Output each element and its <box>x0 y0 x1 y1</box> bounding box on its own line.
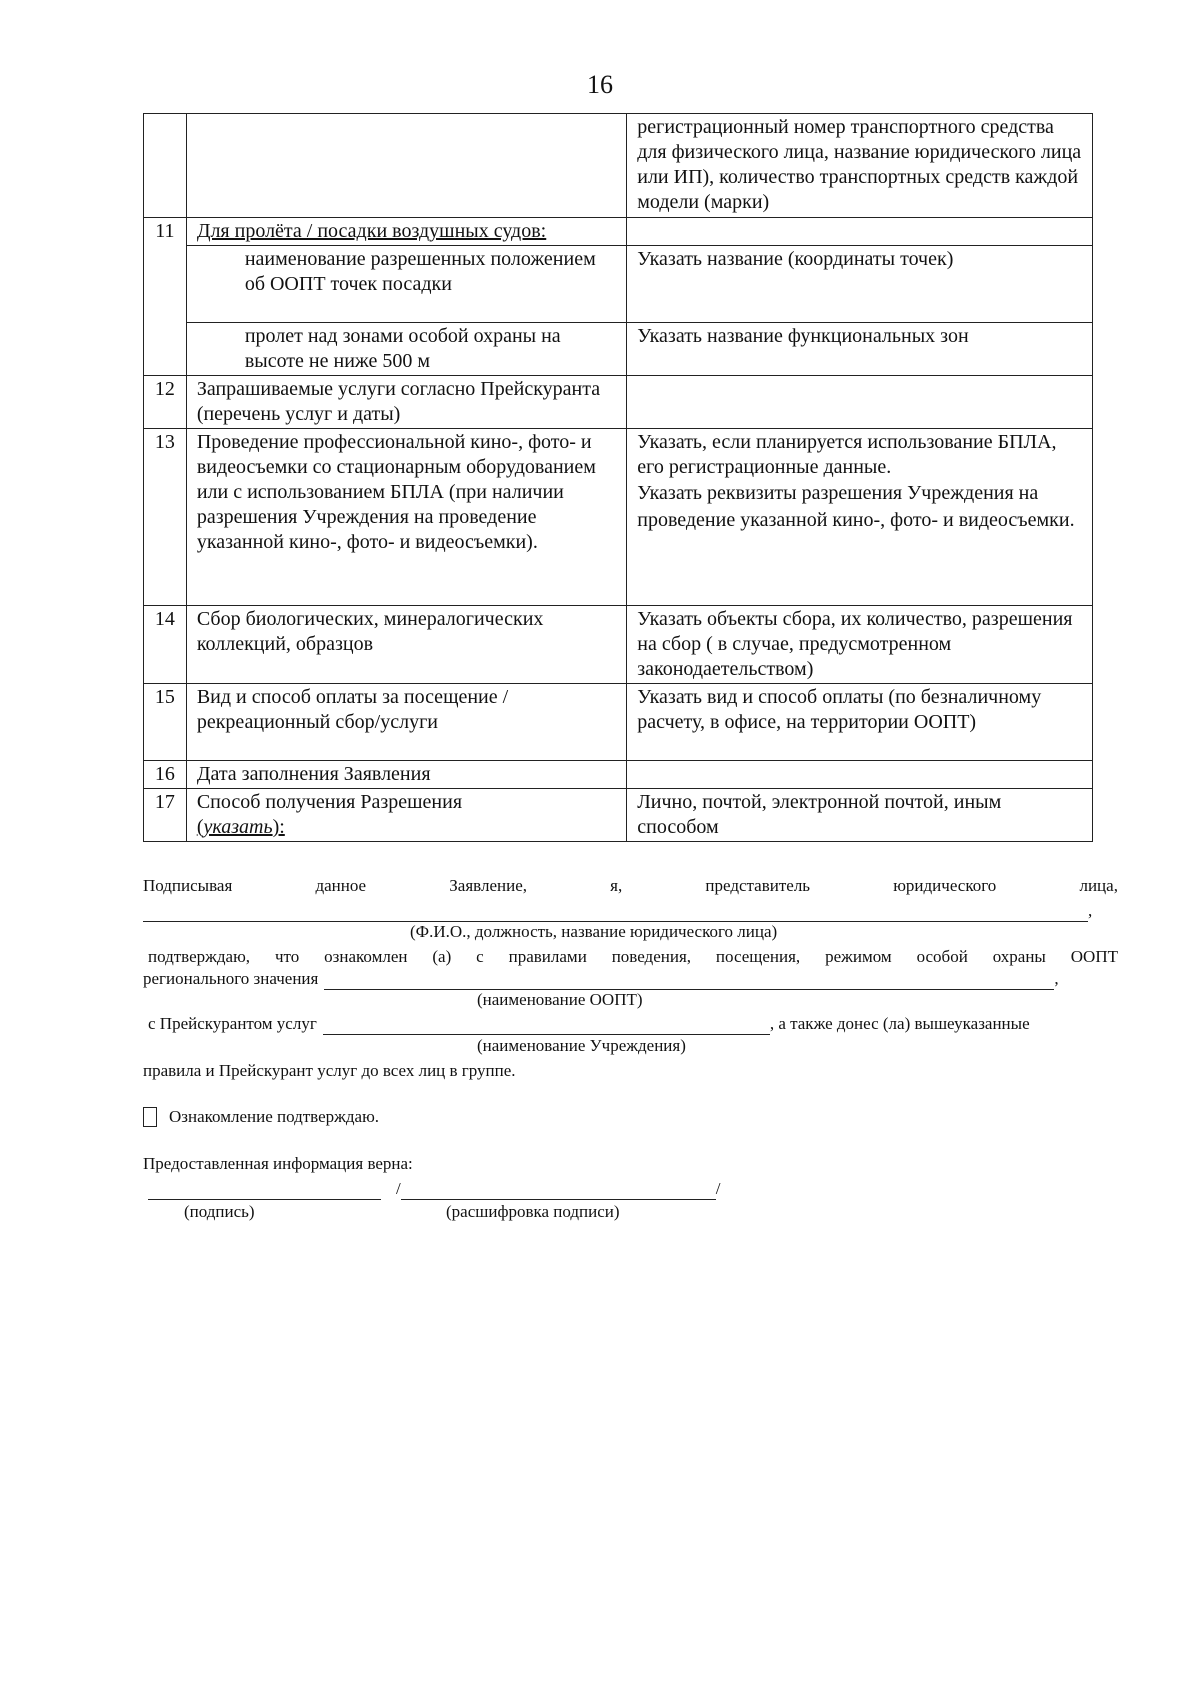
decl-word: Подписывая <box>143 876 233 895</box>
row-number: 17 <box>144 789 187 842</box>
row-instruction: Указать вид и способ оплаты (по безналичному расчету, в офисе, на территории ООПТ) <box>627 684 1093 761</box>
row-instruction: Указать название (координаты точек) <box>627 246 1093 323</box>
slash: / <box>396 1179 401 1198</box>
declaration-line-5 <box>143 1013 1123 1035</box>
checkbox-label: Ознакомление подтверждаю. <box>169 1107 380 1126</box>
hint-word: указать <box>203 816 273 838</box>
row-field-line: Способ получения Разрешения <box>196 791 463 813</box>
confirmation-checkbox[interactable] <box>143 1107 157 1127</box>
row-field: Запрашиваемые услуги согласно Прейскуранта (перечень услуг и даты) <box>186 376 626 429</box>
row-instruction: Указать объекты сбора, их количество, разрешения на сбор ( в случае, предусмотренном законодаетельством) <box>627 606 1093 684</box>
row-number: 11 <box>144 218 187 376</box>
institution-input-line[interactable] <box>323 1016 770 1035</box>
slash: / <box>715 1179 721 1198</box>
row-number: 16 <box>144 761 187 789</box>
table-row <box>144 246 1093 323</box>
table-row <box>144 684 1093 761</box>
row-number: 14 <box>144 606 187 684</box>
decl-word: представитель <box>705 876 811 895</box>
table-row <box>144 761 1093 789</box>
row-field: наименование разрешенных положением об ООПТ точек посадки <box>186 246 626 323</box>
signature-row <box>143 1178 1118 1200</box>
caption-fio: (Ф.И.О., должность, название юридического лица) <box>410 922 778 941</box>
page-number: 16 <box>587 70 613 99</box>
oopt-input-line[interactable] <box>324 971 1054 990</box>
row-field: Вид и способ оплаты за посещение /рекреационный сбор/услуги <box>186 684 626 761</box>
instruction-line: Указать, если планируется использование БПЛА, его регистрационные данные. <box>637 431 1057 478</box>
confirmation-row <box>143 1107 379 1127</box>
row-instruction: Указать название функциональных зон <box>627 323 1093 376</box>
row-number: 15 <box>144 684 187 761</box>
declaration-line-4 <box>143 968 1118 990</box>
declaration-line-3: подтверждаю, что ознакомлен (а) с правилами поведения, посещения, режимом особой охраны ООПТ <box>148 947 1118 966</box>
row-field: Сбор биологических, минералогических коллекций, образцов <box>186 606 626 684</box>
row-number <box>144 114 187 218</box>
row-field <box>186 218 626 246</box>
row-field: пролет над зонами особой охраны на высоте не ниже 500 м <box>186 323 626 376</box>
caption-institution: (наименование Учреждения) <box>477 1036 686 1055</box>
paren-open: ( <box>196 816 204 838</box>
table-row <box>144 114 1093 218</box>
declaration-line-6: правила и Прейскурант услуг до всех лиц в группе. <box>143 1061 516 1080</box>
paren-close: ): <box>272 816 285 838</box>
fio-line-row <box>143 900 1118 922</box>
caption-signature: (подпись) <box>184 1202 255 1221</box>
table-row <box>144 789 1093 842</box>
row-number: 12 <box>144 376 187 429</box>
table-row <box>144 218 1093 246</box>
decl-text: , а также донес (ла) вышеуказанные <box>769 1014 1030 1033</box>
decl-text: регионального значения <box>143 969 319 988</box>
signature-input-line[interactable] <box>148 1181 381 1200</box>
fio-input-line[interactable] <box>143 903 1088 922</box>
decl-text: с Прейскурантом услуг <box>148 1014 317 1033</box>
comma: , <box>1088 901 1093 920</box>
row-instruction <box>627 376 1093 429</box>
info-true-text: Предоставленная информация верна: <box>143 1154 413 1173</box>
row-instruction <box>627 218 1093 246</box>
row-field-line <box>197 815 616 840</box>
row-instruction <box>627 429 1093 606</box>
row-number: 13 <box>144 429 187 606</box>
table-row <box>144 323 1093 376</box>
row-field-text: Для пролёта / посадки воздушных судов: <box>196 220 547 242</box>
decl-word: юридического <box>893 876 997 895</box>
instruction-line: Указать реквизиты разрешения Учреждения на проведение указанной кино-, фото- и видеосъемки. <box>637 482 1075 531</box>
decl-word: данное <box>315 876 367 895</box>
row-instruction <box>627 761 1093 789</box>
declaration-line-1 <box>143 875 1118 897</box>
caption-transcript: (расшифровка подписи) <box>446 1202 620 1221</box>
table-row <box>144 606 1093 684</box>
row-instruction: регистрационный номер транспортного средства для физического лица, название юридического лица или ИП), количество транспортных средств каждой модели (марки) <box>627 114 1093 218</box>
table-row <box>144 429 1093 606</box>
caption-oopt: (наименование ООПТ) <box>477 990 643 1009</box>
row-field: Дата заполнения Заявления <box>186 761 626 789</box>
row-field: Проведение профессиональной кино-, фото- и видеосъемки со стационарным оборудованием или с использованием БПЛА (при наличии разрешения Учреждения на проведение указанной кино-, фото- и видеосъемки). <box>186 429 626 606</box>
application-table <box>143 113 1093 842</box>
table-row <box>144 376 1093 429</box>
comma: , <box>1054 969 1059 988</box>
row-field <box>186 789 626 842</box>
decl-word: лица, <box>1079 876 1118 895</box>
decl-word: я, <box>610 876 623 895</box>
row-instruction: Лично, почтой, электронной почтой, иным способом <box>627 789 1093 842</box>
row-field-hint <box>197 816 285 838</box>
row-field <box>186 114 626 218</box>
transcript-input-line[interactable] <box>401 1181 716 1200</box>
decl-word: Заявление, <box>449 876 527 895</box>
